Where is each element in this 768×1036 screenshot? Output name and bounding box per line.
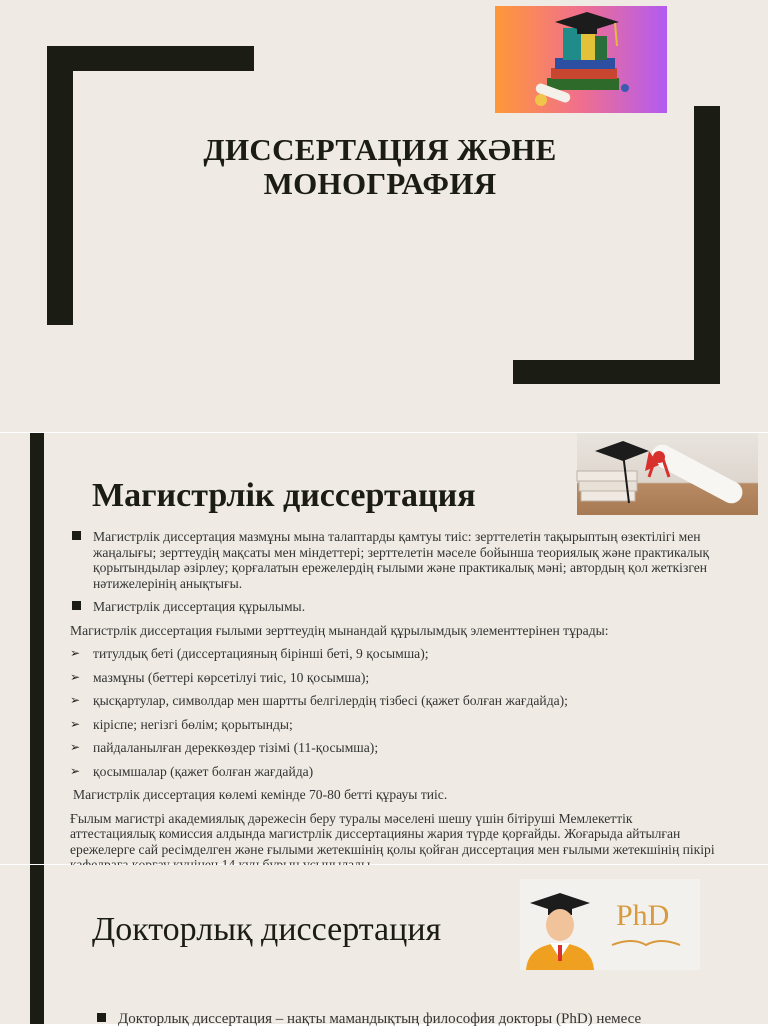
list-item: ➢ мазмұны (беттері көрсетілуі тиіс, 10 қосымша); xyxy=(70,669,370,685)
list-item: Магистрлік диссертация мазмұны мына талаптарды қамтуы тиіс: зерттелетін тақырыптың өзектілігі мен жаңалығы; зерттеудің мақсаты мен міндеттері; зерттелетін мәселе бойынша теориялық және практикалық қорытындылар әзірлеу; қорғалатын ережелердің ғылыми және практикалық мәні; автордың қол жеткізген нәтижелерінің анықтығы. xyxy=(70,529,720,591)
content-list xyxy=(70,529,720,881)
arrow-bullet-icon: ➢ xyxy=(70,763,81,778)
list-item: ➢ қысқартулар, символдар мен шартты белгілердің тізбесі (қажет болған жағдайда); xyxy=(70,693,568,708)
phd-label: PhD xyxy=(616,899,670,932)
title-slide xyxy=(0,0,768,432)
accent-vertical-bar xyxy=(30,433,44,864)
books-graduation-image xyxy=(495,6,667,113)
slide-heading: Магистрлік диссертация xyxy=(92,477,476,514)
corner-frame-bottom xyxy=(513,360,720,384)
arrow-bullet-icon: ➢ xyxy=(70,716,81,731)
list-text: Магистрлік диссертация ғылыми зерттеудің мынандай құрылымдық элементтерінен тұрады: xyxy=(70,622,609,638)
slide-title xyxy=(150,133,610,201)
slide-title-line2: МОНОГРАФИЯ xyxy=(263,166,497,201)
list-text: Ғылым магистрі академиялық дәрежесін беру туралы мәселені шешу үшін бітіруші Мемлекеттік аттестациялық комиссия алдында магистрлік диссертацияны жария түрде қорғайды. Жоғарыда айтылған ережелерге сай ресімделген және ғылыми жетекшінің қолы қойған диссертация мен ғылыми жетекшінің пікірі xyxy=(70,810,715,857)
list-item: ➢ титулдық беті (диссертацияның бірінші беті, 9 қосымша); xyxy=(70,646,429,661)
square-bullet-icon xyxy=(72,601,81,610)
arrow-bullet-icon: ➢ xyxy=(70,669,81,684)
list-item: ➢ пайдаланылған дереккөздер тізімі (11-қосымша); xyxy=(70,740,379,755)
arrow-bullet-icon: ➢ xyxy=(70,740,81,754)
diploma-image xyxy=(577,433,758,515)
arrow-bullet-icon: ➢ xyxy=(70,646,81,660)
list-text: Магистрлік диссертация көлемі кемінде 70-80 бетті құрауы тиіс. xyxy=(73,787,448,802)
arrow-bullet-icon: ➢ xyxy=(70,693,81,707)
masters-dissertation-slide xyxy=(0,433,768,864)
corner-frame-left xyxy=(47,46,73,325)
corner-frame-top xyxy=(47,46,254,71)
list-item: Магистрлік диссертация құрылымы. xyxy=(70,599,720,615)
list-item: ➢ кіріспе; негізгі бөлім; қорытынды; xyxy=(70,716,293,732)
doctoral-dissertation-slide xyxy=(0,865,768,1027)
slide-title-line1: ДИССЕРТАЦИЯ ЖӘНЕ xyxy=(203,132,557,167)
slide-heading: Докторлық диссертация xyxy=(92,911,442,948)
phd-graduate-image xyxy=(520,879,700,970)
content-list xyxy=(95,1011,715,1036)
list-item: Докторлық диссертация – нақты мамандықтың философия докторы (PhD) немесе xyxy=(95,1011,715,1028)
square-bullet-icon xyxy=(72,531,81,540)
square-bullet-icon xyxy=(97,1013,106,1022)
accent-vertical-bar xyxy=(30,865,44,1024)
list-item: ➢ қосымшалар (қажет болған жағдайда) xyxy=(70,763,314,779)
corner-frame-right xyxy=(694,106,720,384)
